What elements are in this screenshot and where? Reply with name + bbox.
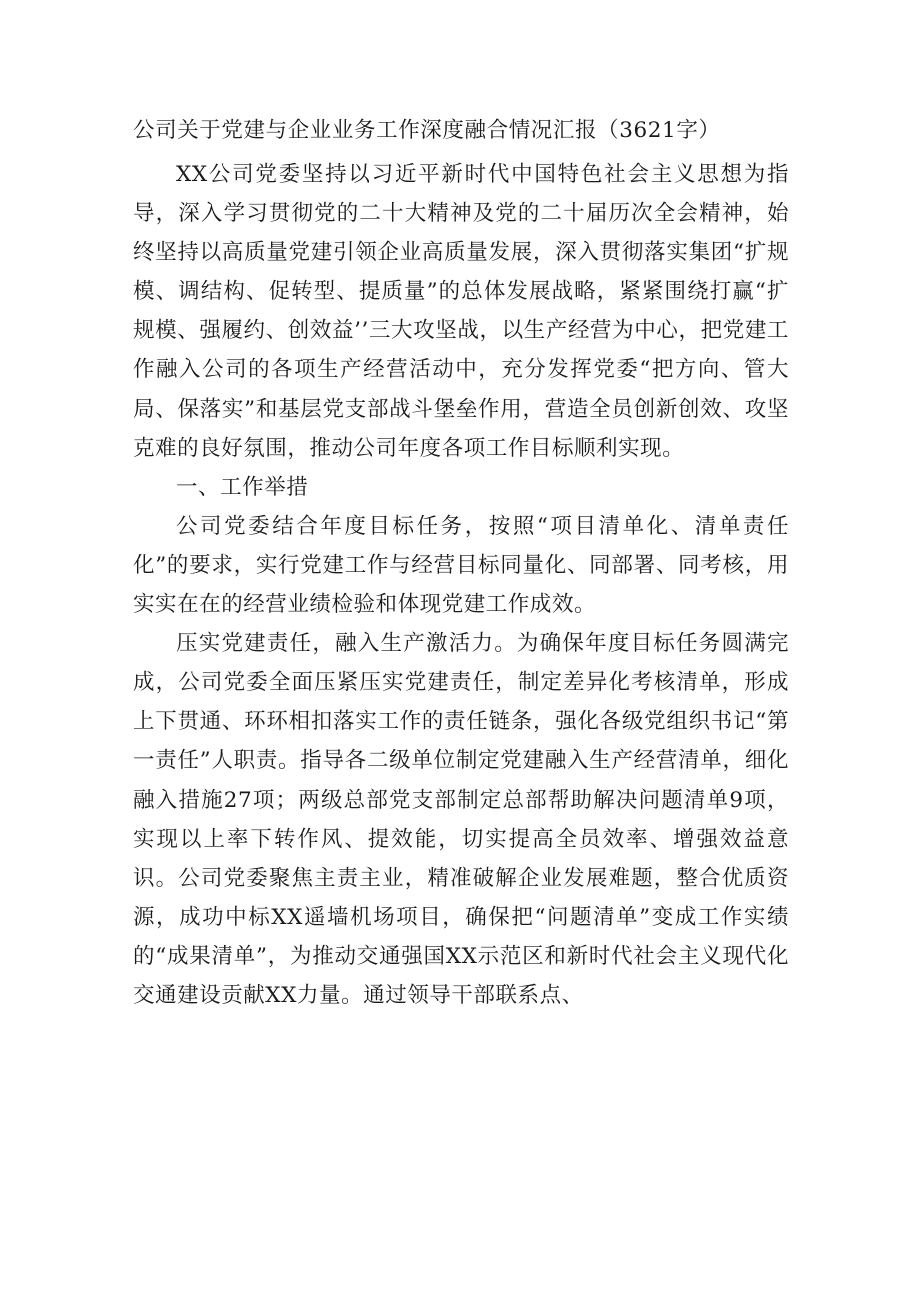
measures-paragraph: 公司党委结合年度目标任务，按照“项目清单化、清单责任化”的要求，实行党建工作与经营目标同量化、同部署、同考核，用实实在在的经营业绩检验和体现党建工作成效。 bbox=[133, 513, 789, 618]
intro-paragraph: XX公司党委坚持以习近平新时代中国特色社会主义思想为指导，深入学习贯彻党的二十大精神及党的二十届历次全会精神，始终坚持以高质量党建引领企业高质量发展，深入贯彻落实集团“扩规模、调结构、促转型、提质量”的总体发展战略，紧紧围绕打赢“扩规模、强履约、创效益’’三大攻坚战，以生产经营为中心，把党建工作融入公司的各项生产经营活动中，充分发挥党委“把方向、管大局、保落实”和基层党支部战斗堡垒作用，营造全员创新创效、攻坚克难的良好氛围，推动公司年度各项工作目标顺利实现。 bbox=[133, 162, 789, 461]
document-title: 公司关于党建与企业业务工作深度融合情况汇报（3621字） bbox=[133, 118, 721, 143]
responsibility-paragraph: 压实党建责任，融入生产激活力。为确保年度目标任务圆满完成，公司党委全面压紧压实党建责任，制定差异化考核清单，形成上下贯通、环环相扣落实工作的责任链条，强化各级党组织书记“第一责任”人职责。指导各二级单位制定党建融入生产经营清单，细化融入措施27项；两级总部党支部制定总部帮助解决问题清单9项，实现以上率下转作风、提效能，切实提高全员效率、增强效益意识。公司党委聚焦主责主业，精准破解企业发展难题，整合优质资源，成功中标XX遥墙机场项目，确保把“问题清单”变成工作实绩的“成果清单”，为推动交通强国XX示范区和新时代社会主义现代化交通建设贡献XX力量。通过领导干部联系点、 bbox=[133, 631, 789, 1008]
document-body bbox=[133, 155, 789, 1015]
section-heading: 一、工作举措 bbox=[176, 474, 309, 500]
